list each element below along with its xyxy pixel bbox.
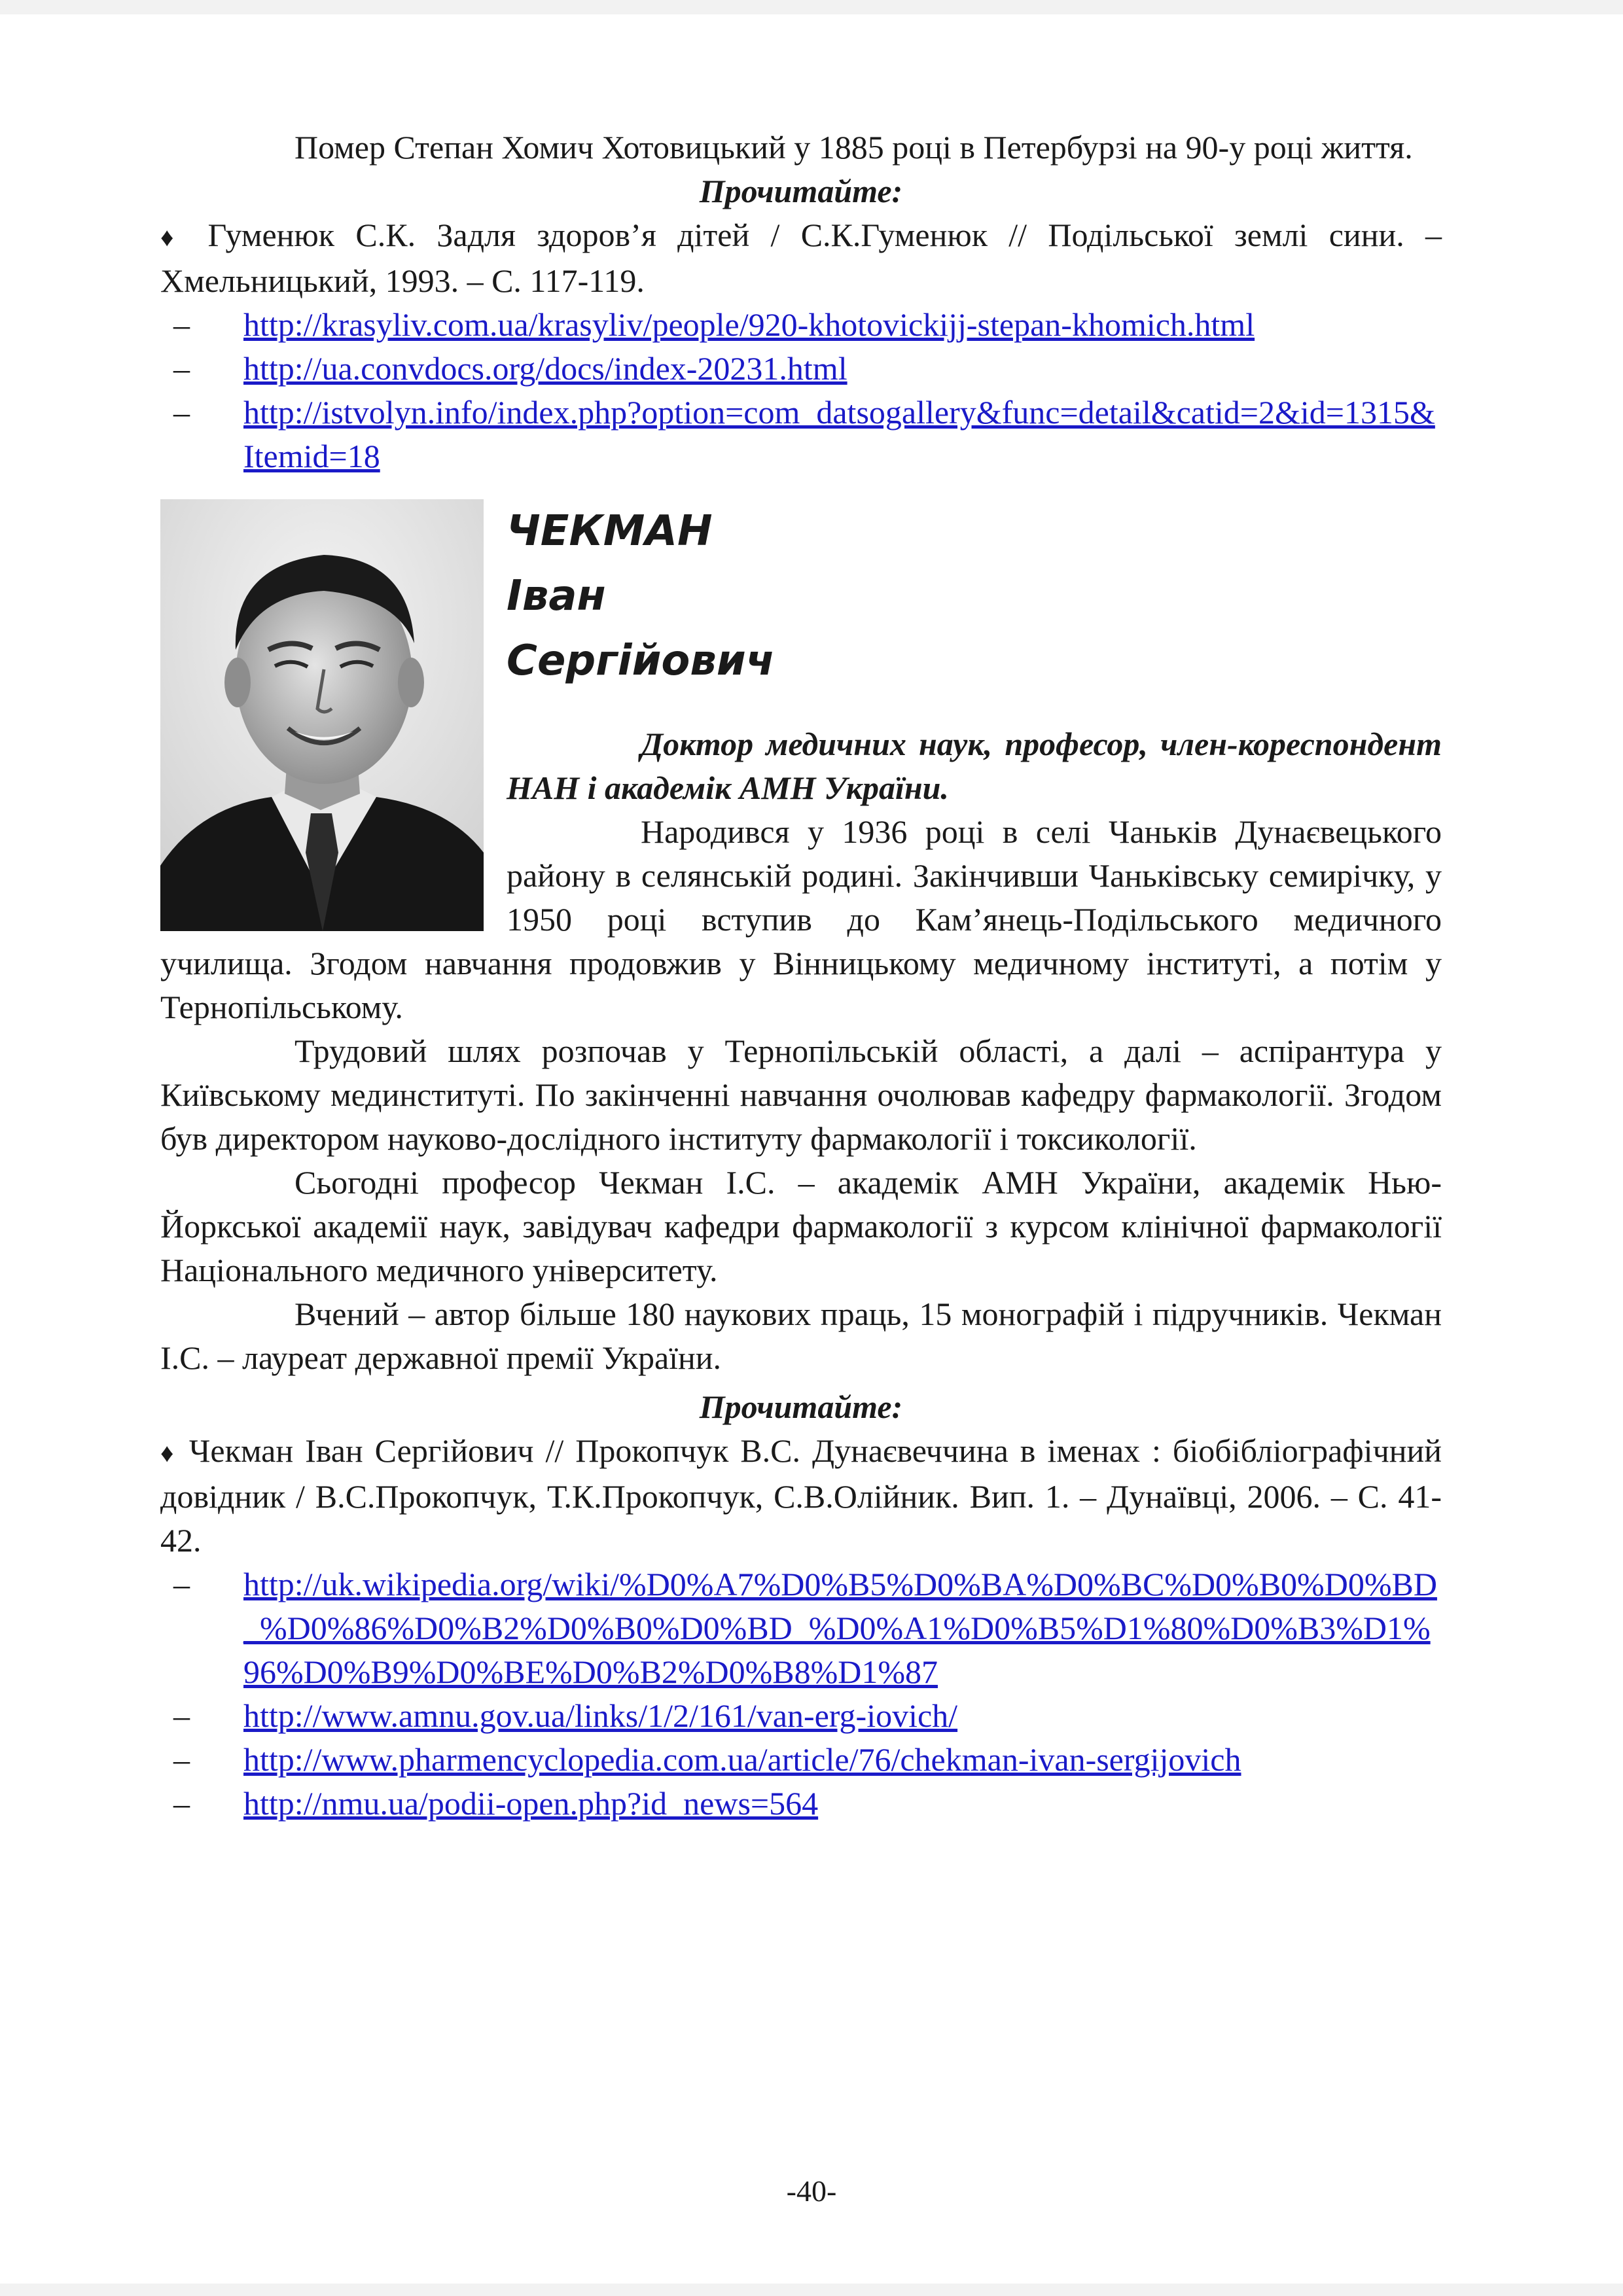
reference-2-text: Чекман Іван Сергійович // Прокопчук В.С. Дунаєвеччина в іменах : біобібліографічний довідник / В.С.Прокопчук, Т.К.Прокопчук, С.В.Олійник. Вип. 1. – Дунаївці, 2006. – С. 41-42. (160, 1432, 1442, 1559)
link-krasyliv[interactable]: http://krasyliv.com.ua/krasyliv/people/920-khotovickijj-stepan-khomich.html (243, 306, 1255, 343)
list-item (160, 1738, 1442, 1782)
dash-bullet: – (173, 1697, 190, 1734)
page-content (160, 126, 1442, 1826)
dash-bullet: – (173, 306, 190, 343)
bio-paragraph-3: Сьогодні професор Чекман І.С. – академік АМН України, академік Нью-Йоркської академії наук, завідувач кафедри фармакології з курсом клінічної фармакології Національного медичного університету. (160, 1164, 1442, 1288)
dash-bullet: – (173, 350, 190, 387)
link-amnu[interactable]: http://www.amnu.gov.ua/links/1/2/161/van-erg-iovich/ (243, 1697, 958, 1734)
list-item (160, 303, 1442, 347)
page-number: -40- (786, 2174, 837, 2208)
link-pharmencyclopedia[interactable]: http://www.pharmencyclopedia.com.ua/article/76/chekman-ivan-sergijovich (243, 1741, 1241, 1778)
link-list-1 (160, 303, 1442, 478)
diamond-bullet-icon: ♦ (160, 1438, 177, 1468)
dash-bullet: – (173, 394, 190, 431)
read-heading-2: Прочитайте: (699, 1388, 903, 1425)
person-surname: ЧЕКМАН (507, 507, 713, 556)
list-item (160, 1694, 1442, 1738)
list-item (160, 347, 1442, 391)
list-item (160, 1782, 1442, 1826)
bio-paragraph-1: Народився у 1936 році в селі Чаньків Дунаєвецького району в селянській родині. Закінчивши Чаньківську семирічку, у 1950 році вступив до Кам’янець-Подільського медичного училища. Згодом навчання продовжив у Вінницькому медичному інституті, а потім у Тернопільському. (160, 813, 1442, 1025)
reference-2 (160, 1429, 1442, 1563)
read-heading-1: Прочитайте: (699, 173, 903, 209)
link-nmu[interactable]: http://nmu.ua/podii-open.php?id_news=564 (243, 1785, 819, 1822)
list-item (160, 1563, 1442, 1694)
person-section (160, 499, 1442, 1380)
link-istvolyn[interactable]: http://istvolyn.info/index.php?option=com_datsogallery&func=detail&catid=2&id=1315&Itemid=18 (243, 394, 1435, 474)
intro-paragraph: Помер Степан Хомич Хотовицький у 1885 році в Петербурзі на 90-у році життя. (294, 129, 1413, 166)
person-role: Доктор медичних наук, професор, член-кореспондент НАН і академік АМН України. (507, 726, 1442, 806)
document-page (0, 14, 1623, 2284)
reference-1-text: Гуменюк С.К. Задля здоров’я дітей / С.К.Гуменюк // Подільської землі сини. – Хмельницький, 1993. – С. 117-119. (160, 217, 1442, 299)
list-item (160, 391, 1442, 478)
person-patronymic: Сергійович (507, 637, 775, 685)
portrait-photo (160, 499, 484, 931)
portrait-illustration (160, 499, 484, 931)
bio-paragraph-2: Трудовий шлях розпочав у Тернопільській області, а далі – аспірантура у Київському мединституті. По закінченні навчання очолював кафедру фармакології. Згодом був директором науково-дослідного інституту фармакології і токсикології. (160, 1033, 1442, 1157)
diamond-bullet-icon: ♦ (160, 222, 187, 252)
dash-bullet: – (173, 1785, 190, 1822)
link-convdocs[interactable]: http://ua.convdocs.org/docs/index-20231.html (243, 350, 847, 387)
link-list-2 (160, 1563, 1442, 1826)
link-wikipedia[interactable]: http://uk.wikipedia.org/wiki/%D0%A7%D0%B5%D0%BA%D0%BC%D0%B0%D0%BD_%D0%86%D0%B2%D0%B0%D0%BD_%D0%A1%D0%B5%D1%80%D0%B3%D1%96%D0%B9%D0%BE%D0%B2%D0%B8%D1%87 (243, 1566, 1437, 1690)
dash-bullet: – (173, 1566, 190, 1602)
reference-1 (160, 213, 1442, 303)
bio-paragraph-4: Вчений – автор більше 180 наукових праць, 15 монографій і підручників. Чекман І.С. – лауреат державної премії України. (160, 1296, 1442, 1376)
person-first-name: Іван (507, 572, 606, 620)
dash-bullet: – (173, 1741, 190, 1778)
